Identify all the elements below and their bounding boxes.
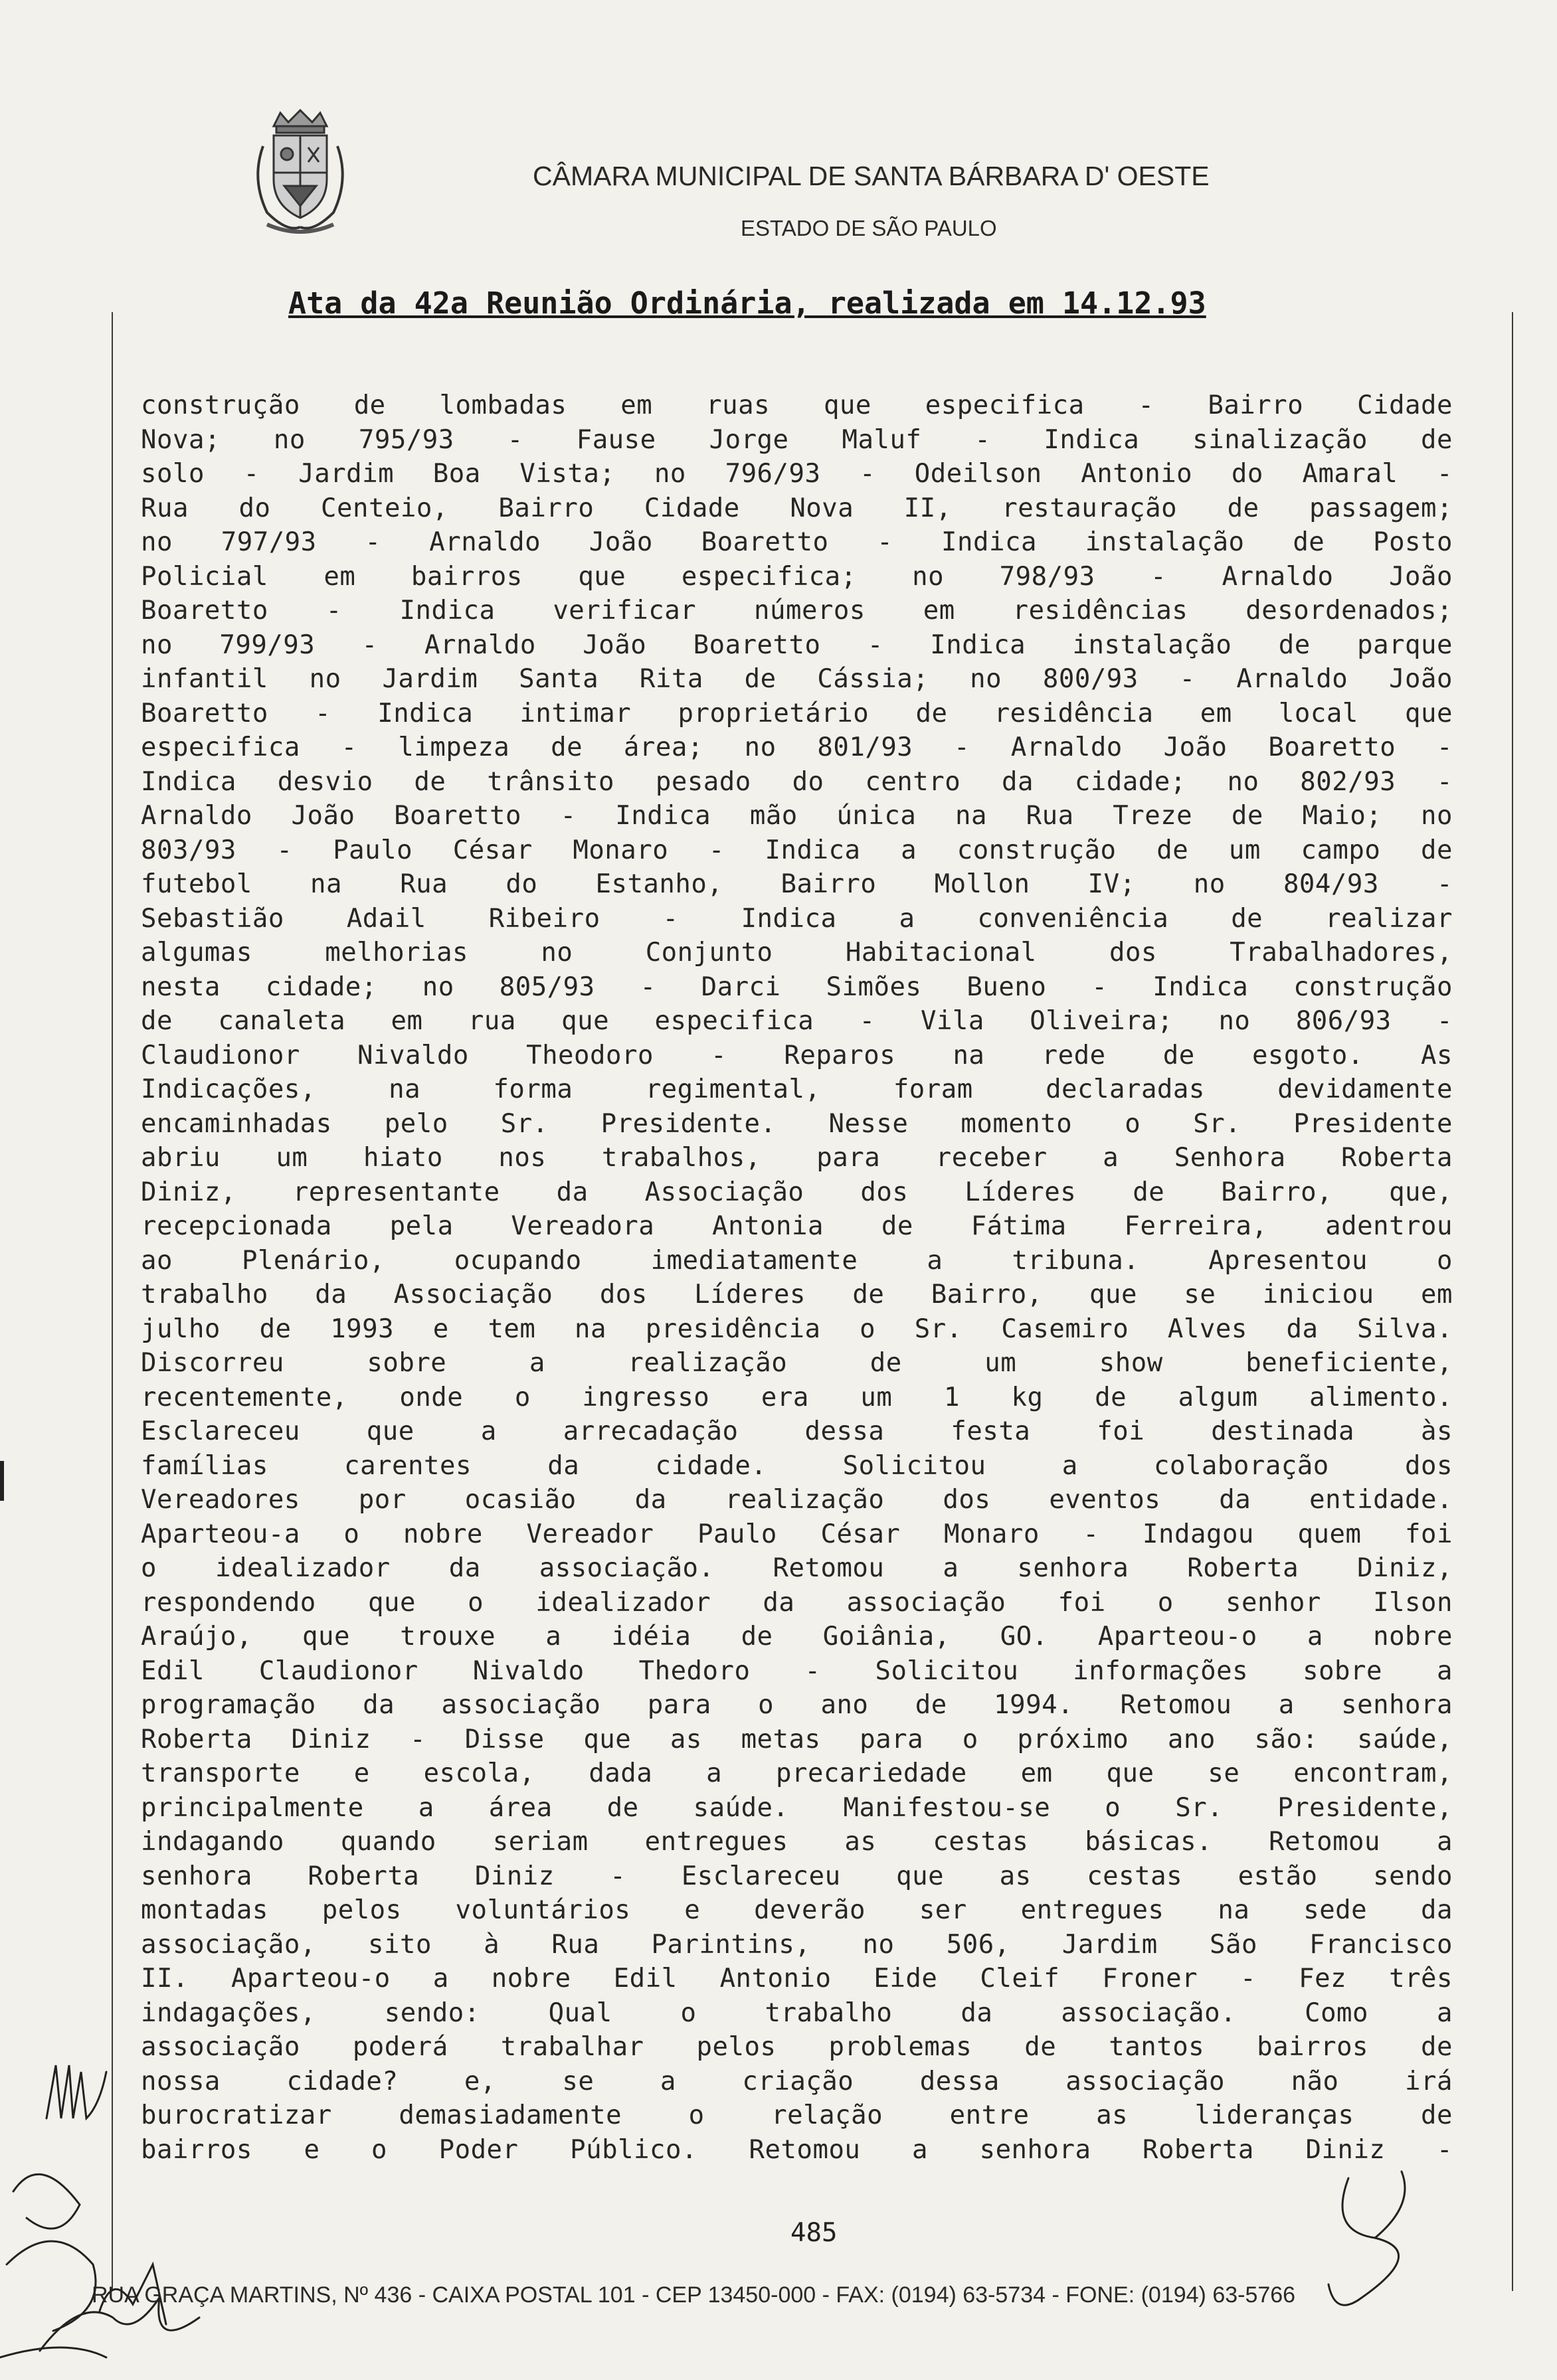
text-line: de canaleta em rua que especifica - Vila Oliveira; no 806/93 - [141,1006,1453,1036]
text-line: senhora Roberta Diniz - Esclareceu que as cestas estão sendo [141,1861,1453,1891]
institution-state: ESTADO DE SÃO PAULO [741,216,997,240]
text-line: Discorreu sobre a realização de um show beneficiente, [141,1348,1453,1378]
text-line: recepcionada pela Vereadora Antonia de Fátima Ferreira, adentrou [141,1211,1453,1241]
text-line: associação poderá trabalhar pelos problemas de tantos bairros de [141,2032,1453,2062]
text-line: programação da associação para o ano de 1994. Retomou a senhora [141,1690,1453,1720]
text-line: II. Aparteou-o a nobre Edil Antonio Eide Cleif Froner - Fez três [141,1964,1453,1994]
text-line: infantil no Jardim Santa Rita de Cássia; no 800/93 - Arnaldo João [141,664,1453,694]
text-line: Sebastião Adail Ribeiro - Indica a conveniência de realizar [141,903,1453,934]
page-number: 485 [790,2218,838,2248]
document-title: Ata da 42a Reunião Ordinária, realizada em 14.12.93 [288,286,1206,321]
text-line: futebol na Rua do Estanho, Bairro Mollon IV; no 804/93 - [141,869,1453,899]
text-line: respondendo que o idealizador da associação foi o senhor Ilson [141,1587,1453,1618]
text-line: bairros e o Poder Público. Retomou a senhora Roberta Diniz - [141,2134,1453,2165]
text-line: Nova; no 795/93 - Fause Jorge Maluf - Indica sinalização de [141,424,1453,455]
page-edge-mark [0,1461,4,1501]
text-line: ao Plenário, ocupando imediatamente a tribuna. Apresentou o [141,1245,1453,1276]
text-line: Aparteou-a o nobre Vereador Paulo César Monaro - Indagou quem foi [141,1519,1453,1549]
text-line: Edil Claudionor Nivaldo Thedoro - Solicitou informações sobre a [141,1656,1453,1686]
text-line: julho de 1993 e tem na presidência o Sr. Casemiro Alves da Silva. [141,1314,1453,1344]
text-line: Policial em bairros que especifica; no 798/93 - Arnaldo João [141,561,1453,592]
text-line: nossa cidade? e, se a criação dessa associação não irá [141,2066,1453,2096]
text-line: transporte e escola, dada a precariedade em que se encontram, [141,1758,1453,1788]
text-line: Boaretto - Indica verificar números em residências desordenados; [141,596,1453,626]
text-line: construção de lombadas em ruas que especifica - Bairro Cidade [141,390,1453,420]
text-line: encaminhadas pelo Sr. Presidente. Nesse momento o Sr. Presidente [141,1108,1453,1139]
text-line: solo - Jardim Boa Vista; no 796/93 - Odeilson Antonio do Amaral - [141,459,1453,489]
coat-of-arms-icon [247,106,353,239]
text-line: no 797/93 - Arnaldo João Boaretto - Indica instalação de Posto [141,527,1453,557]
text-line: Rua do Centeio, Bairro Cidade Nova II, restauração de passagem; [141,493,1453,523]
text-line: Vereadores por ocasião da realização dos eventos da entidade. [141,1485,1453,1515]
text-line: o idealizador da associação. Retomou a senhora Roberta Diniz, [141,1553,1453,1583]
text-line: associação, sito à Rua Parintins, no 506, Jardim São Francisco [141,1929,1453,1960]
text-line: Diniz, representante da Associação dos Líderes de Bairro, que, [141,1177,1453,1207]
text-line: indagações, sendo: Qual o trabalho da associação. Como a [141,1998,1453,2028]
text-line: Indicações, na forma regimental, foram declaradas devidamente [141,1074,1453,1104]
text-line: Araújo, que trouxe a idéia de Goiânia, GO. Aparteou-o a nobre [141,1622,1453,1652]
text-line: trabalho da Associação dos Líderes de Bairro, que se iniciou em [141,1280,1453,1310]
text-line: 803/93 - Paulo César Monaro - Indica a construção de um campo de [141,835,1453,865]
text-line: Indica desvio de trânsito pesado do centro da cidade; no 802/93 - [141,766,1453,797]
text-line: nesta cidade; no 805/93 - Darci Simões Bueno - Indica construção [141,972,1453,1002]
text-line: Roberta Diniz - Disse que as metas para o próximo ano são: saúde, [141,1724,1453,1754]
text-line: recentemente, onde o ingresso era um 1 kg de algum alimento. [141,1382,1453,1412]
text-line: Boaretto - Indica intimar proprietário de residência em local que [141,698,1453,728]
footer-address: RUA GRAÇA MARTINS, Nº 436 - CAIXA POSTAL 101 - CEP 13450-000 - FAX: (0194) 63-5734 - FONE: (0194) 63-5766 [92,2282,1296,2308]
text-line: indagando quando seriam entregues as cestas básicas. Retomou a [141,1827,1453,1857]
text-line: no 799/93 - Arnaldo João Boaretto - Indica instalação de parque [141,630,1453,660]
text-line: burocratizar demasiadamente o relação entre as lideranças de [141,2100,1453,2130]
text-line: especifica - limpeza de área; no 801/93 - Arnaldo João Boaretto - [141,732,1453,762]
text-line: Arnaldo João Boaretto - Indica mão única na Rua Treze de Maio; no [141,801,1453,831]
text-line: famílias carentes da cidade. Solicitou a colaboração dos [141,1450,1453,1481]
text-line: Claudionor Nivaldo Theodoro - Reparos na rede de esgoto. As [141,1040,1453,1070]
right-margin-rule [1512,312,1513,2291]
left-margin-rule [112,312,113,2291]
text-line: algumas melhorias no Conjunto Habitacional dos Trabalhadores, [141,938,1453,968]
institution-name: CÂMARA MUNICIPAL DE SANTA BÁRBARA D' OESTE [533,161,1210,191]
text-line: montadas pelos voluntários e deverão ser entregues na sede da [141,1895,1453,1925]
text-line: principalmente a área de saúde. Manifestou-se o Sr. Presidente, [141,1792,1453,1823]
text-line: Esclareceu que a arrecadação dessa festa foi destinada às [141,1416,1453,1446]
text-line: abriu um hiato nos trabalhos, para receber a Senhora Roberta [141,1143,1453,1173]
minutes-body [141,388,1453,2167]
